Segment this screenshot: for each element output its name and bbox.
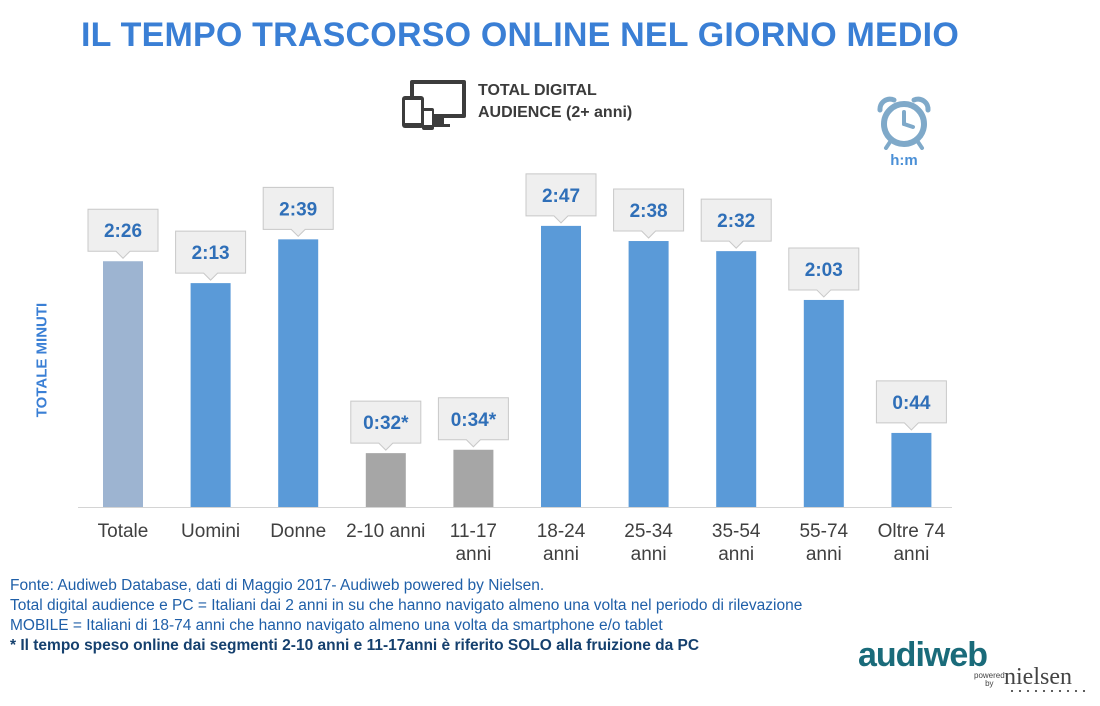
category-label-9-line-1: 55-74 [799,521,849,542]
audience-line-1: TOTAL DIGITAL [478,82,597,99]
source-note: Fonte: Audiweb Database, dati di Maggio 2017- Audiweb powered by Nielsen. [10,577,545,594]
units-label: h:m [890,152,918,169]
by-text: by [985,679,994,688]
nielsen-dots [1008,690,1088,692]
bar-9 [804,300,844,507]
category-label-8-line-1: 35-54 [711,521,761,542]
chart-title: IL TEMPO TRASCORSO ONLINE NEL GIORNO MEDIO [81,16,959,54]
bar-6 [541,226,581,507]
value-label-4: 0:32* [363,413,409,435]
category-label-9-line-2: anni [805,544,842,565]
powered-text: powered [974,671,1005,680]
category-label-10-line-2: anni [893,544,930,565]
value-label-1: 2:26 [103,221,143,243]
value-label-8: 2:32 [717,211,756,233]
category-label-4: 2-10 anni [346,521,426,542]
value-label-9: 2:03 [804,259,843,281]
category-label-3: Donne [270,521,327,542]
category-label-7-line-1: 25-34 [624,521,673,542]
bar-4 [366,453,406,507]
value-label-6: 2:47 [541,185,581,207]
y-axis-label: TOTALE MINUTI [33,302,51,418]
category-label-5-line-1: 11-17 [449,521,497,542]
bar-7 [629,241,669,507]
audience-line-2: AUDIENCE (2+ anni) [478,104,633,121]
category-label-5-line-2: anni [455,544,492,565]
nielsen-logo: nielsen [1004,664,1072,690]
asterisk-note: * Il tempo speso online dai segmenti 2-10 anni e 11-17anni è riferito SOLO alla fruizione da PC [10,637,700,654]
value-label-7: 2:38 [629,201,668,223]
bar-5 [453,450,493,507]
category-label-2: Uomini [181,521,241,542]
category-label-6-line-2: anni [543,544,579,565]
value-label-10: 0:44 [892,392,931,414]
bar-8 [716,251,756,507]
category-label-7-line-2: anni [630,544,667,565]
category-label-10-line-1: Oltre 74 [877,521,946,542]
category-label-1: Totale [97,521,149,542]
powered-by-label [974,672,1005,688]
audiweb-nielsen-logo [856,636,1096,696]
value-label-2: 2:13 [191,243,230,265]
bar-10 [891,433,931,507]
category-label-8-line-2: anni [718,544,755,565]
value-label-5: 0:34* [450,409,497,431]
definition-note: Total digital audience e PC = Italiani dai 2 anni in su che hanno navigato almeno una volta nel periodo di rilevazione [10,597,803,614]
mobile-note: MOBILE = Italiani di 18-74 anni che hanno navigato almeno una volta da smartphone e/o tablet [10,617,663,634]
bar-2 [191,283,231,507]
bar-3 [278,239,318,507]
footer-notes [10,576,970,656]
bar-1 [103,261,143,507]
value-label-3: 2:39 [279,199,318,221]
category-label-6-line-1: 18-24 [536,521,586,542]
audiweb-logo: audiweb [858,636,988,674]
